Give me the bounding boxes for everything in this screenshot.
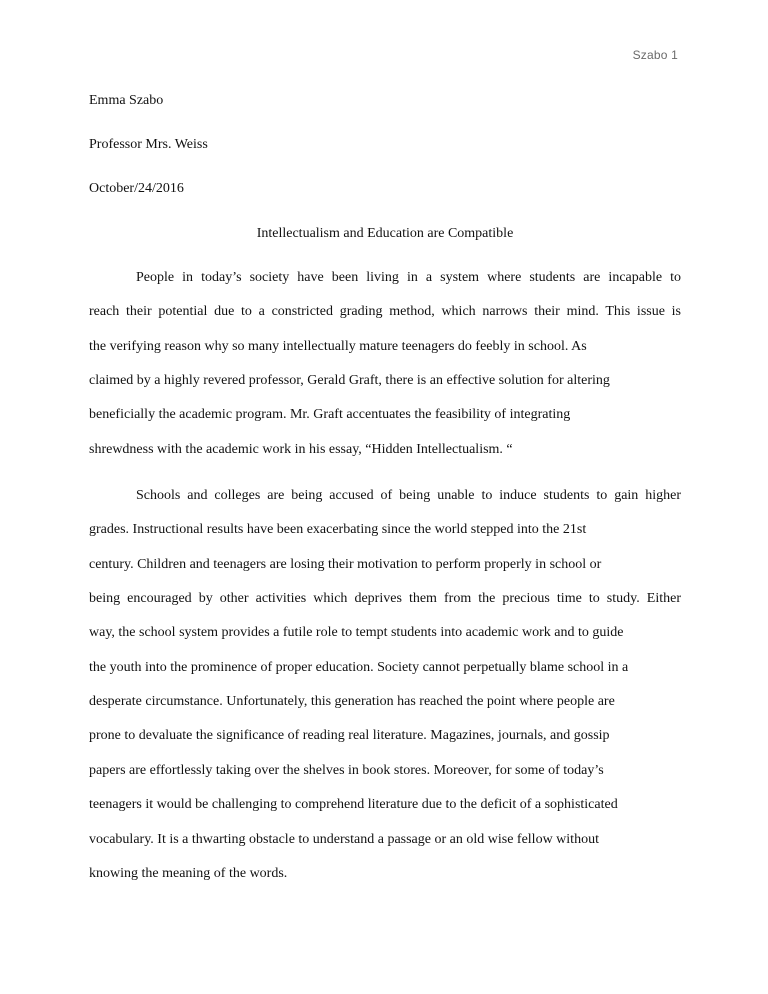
paragraph-line: the verifying reason why so many intellectually mature teenagers do feebly in school. As: [89, 339, 587, 354]
paragraph-line: knowing the meaning of the words.: [89, 866, 288, 881]
paragraph-line: prone to devaluate the significance of reading real literature. Magazines, journals, and gossip: [89, 728, 610, 743]
paragraph-line: vocabulary. It is a thwarting obstacle to understand a passage or an old wise fellow without: [89, 832, 599, 847]
paragraph-line: way, the school system provides a futile role to tempt students into academic work and to guide: [89, 625, 624, 640]
paragraph-line: claimed by a highly revered professor, Gerald Graft, there is an effective solution for altering: [89, 373, 610, 388]
student-name: Emma Szabo: [89, 93, 164, 108]
professor-name: Professor Mrs. Weiss: [89, 137, 208, 152]
essay-title: Intellectualism and Education are Compatible: [256, 226, 514, 241]
paragraph-line: teenagers it would be challenging to comprehend literature due to the deficit of a sophisticated: [89, 797, 618, 812]
paragraph-line: desperate circumstance. Unfortunately, this generation has reached the point where people are: [89, 694, 615, 709]
paragraph-line: papers are effortlessly taking over the shelves in book stores. Moreover, for some of today’s: [89, 763, 604, 778]
paragraph-line: People in today’s society have been living in a system where students are incapable to: [136, 270, 681, 285]
running-head-page-number: Szabo 1: [632, 48, 678, 62]
paragraph-line: beneficially the academic program. Mr. Graft accentuates the feasibility of integrating: [89, 407, 571, 422]
paragraph-line: being encouraged by other activities which deprives them from the precious time to study. Either: [89, 591, 681, 606]
essay-date: October/24/2016: [89, 181, 184, 196]
paragraph-line: the youth into the prominence of proper education. Society cannot perpetually blame school in a: [89, 660, 629, 675]
paragraph-line: reach their potential due to a constricted grading method, which narrows their mind. This issue is: [89, 304, 681, 319]
paragraph-line: Schools and colleges are being accused of being unable to induce students to gain higher: [136, 488, 681, 503]
paragraph-line: century. Children and teenagers are losing their motivation to perform properly in school or: [89, 557, 602, 572]
paragraph-line: grades. Instructional results have been exacerbating since the world stepped into the 21st: [89, 522, 587, 537]
paragraph-line: shrewdness with the academic work in his essay, “Hidden Intellectualism. “: [89, 442, 513, 457]
